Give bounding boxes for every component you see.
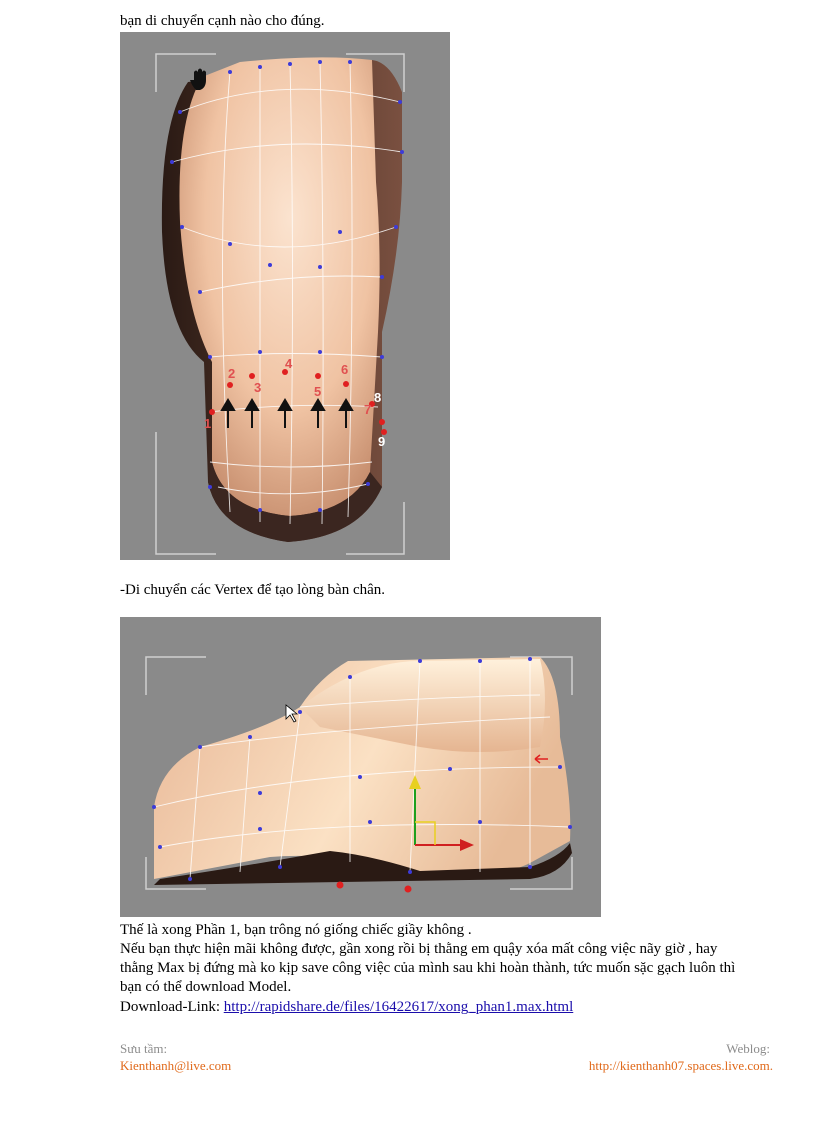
paragraph-line-2: Nếu bạn thực hiện mãi không được, gần xong rồi bị thằng em quậy xóa mất công việc nãy giờ , hay (120, 941, 718, 957)
download-link[interactable]: http://rapidshare.de/files/16422617/xong_phan1.max.html (223, 999, 574, 1015)
foot-top-view-image (120, 32, 450, 560)
vertex-label: 6 (341, 362, 349, 377)
vertex-label: 4 (285, 356, 293, 371)
footer-weblog-link[interactable]: http://kienthanh07.spaces.live.com. (588, 1058, 773, 1073)
vertex-label: 5 (314, 384, 322, 399)
foot-side-view-image (120, 617, 601, 917)
paragraph-line-4: bạn có thể download Model. (120, 979, 292, 995)
vertex-caption: -Di chuyển các Vertex để tạo lòng bàn chân. (120, 582, 386, 598)
vertex-label: 8 (374, 390, 382, 405)
download-line (120, 998, 573, 1016)
foot-side-view-svg (120, 617, 601, 917)
paragraph-line-1: Thế là xong Phần 1, bạn trông nó giống chiếc giầy không . (120, 922, 472, 938)
footer-email[interactable]: Kienthanh@live.com (120, 1058, 232, 1073)
footer-left-label: Sưu tầm: (120, 1041, 168, 1056)
vertex-label: 7 (364, 402, 372, 417)
paragraph-line-3: thằng Max bị đứng mà ko kịp save công việc của mình sau khi hoàn thành, tức muốn sặc gạch luôn thì (120, 960, 736, 976)
foot-top-view-svg (120, 32, 450, 560)
footer-right-label: Weblog: (726, 1041, 770, 1056)
vertex-label: 1 (204, 416, 212, 431)
vertex-label: 3 (254, 380, 262, 395)
download-label: Download-Link: (120, 999, 224, 1015)
vertex-label: 2 (228, 366, 236, 381)
vertex-label: 9 (378, 434, 386, 449)
intro-text: bạn di chuyển cạnh nào cho đúng. (120, 13, 325, 29)
